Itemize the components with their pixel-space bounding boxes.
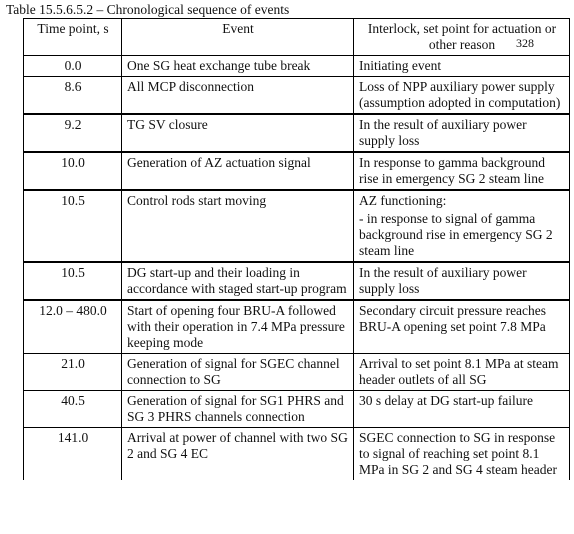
interlock-cell: SGEC connection to SG in response to signal of reaching set point 8.1 MPa in SG 2 and SG 4 steam header bbox=[354, 428, 570, 481]
time-cell: 141.0 bbox=[24, 428, 122, 481]
table-row bbox=[24, 300, 570, 354]
table-row bbox=[24, 190, 570, 262]
interlock-cell: Initiating event bbox=[354, 56, 570, 77]
time-cell: 40.5 bbox=[24, 391, 122, 428]
interlock-cell: In response to gamma background rise in emergency SG 2 steam line bbox=[354, 152, 570, 190]
table-row bbox=[24, 77, 570, 115]
table-row bbox=[24, 114, 570, 152]
table-row bbox=[24, 262, 570, 300]
time-cell: 10.0 bbox=[24, 152, 122, 190]
event-cell: One SG heat exchange tube break bbox=[122, 56, 354, 77]
table-row bbox=[24, 354, 570, 391]
interlock-cell: Arrival to set point 8.1 MPa at steam header outlets of all SG bbox=[354, 354, 570, 391]
event-cell: Generation of AZ actuation signal bbox=[122, 152, 354, 190]
event-cell: Arrival at power of channel with two SG 2 and SG 4 EC bbox=[122, 428, 354, 481]
time-cell: 21.0 bbox=[24, 354, 122, 391]
header-interlock: Interlock, set point for actuation or other reason bbox=[354, 19, 570, 56]
interlock-cell: Secondary circuit pressure reaches BRU-A opening set point 7.8 MPa bbox=[354, 300, 570, 354]
time-cell: 0.0 bbox=[24, 56, 122, 77]
interlock-paragraph: AZ functioning: bbox=[359, 193, 447, 208]
header-event: Event bbox=[122, 19, 354, 56]
table-caption: Table 15.5.6.5.2 – Chronological sequence of events bbox=[6, 2, 290, 17]
time-cell: 9.2 bbox=[24, 114, 122, 152]
interlock-cell: In the result of auxiliary power supply loss bbox=[354, 262, 570, 300]
event-cell: Generation of signal for SG1 PHRS and SG 3 PHRS channels connection bbox=[122, 391, 354, 428]
interlock-cell: Loss of NPP auxiliary power supply (assumption adopted in computation) bbox=[354, 77, 570, 115]
table-row bbox=[24, 391, 570, 428]
interlock-paragraph: - in response to signal of gamma background rise in emergency SG 2 steam line bbox=[359, 211, 553, 258]
time-cell: 10.5 bbox=[24, 190, 122, 262]
table-row bbox=[24, 152, 570, 190]
events-table bbox=[23, 18, 570, 480]
event-cell: Control rods start moving bbox=[122, 190, 354, 262]
time-cell: 12.0 – 480.0 bbox=[24, 300, 122, 354]
event-cell: TG SV closure bbox=[122, 114, 354, 152]
page-number: 328 bbox=[516, 36, 534, 50]
event-cell: DG start-up and their loading in accordance with staged start-up program bbox=[122, 262, 354, 300]
event-cell: Generation of signal for SGEC channel connection to SG bbox=[122, 354, 354, 391]
table-row bbox=[24, 428, 570, 481]
header-time: Time point, s bbox=[24, 19, 122, 56]
time-cell: 8.6 bbox=[24, 77, 122, 115]
event-cell: Start of opening four BRU-A followed with their operation in 7.4 MPa pressure keeping mode bbox=[122, 300, 354, 354]
interlock-cell bbox=[354, 190, 570, 262]
interlock-cell: 30 s delay at DG start-up failure bbox=[354, 391, 570, 428]
header-row bbox=[24, 19, 570, 56]
table-row bbox=[24, 56, 570, 77]
time-cell: 10.5 bbox=[24, 262, 122, 300]
interlock-cell: In the result of auxiliary power supply loss bbox=[354, 114, 570, 152]
event-cell: All MCP disconnection bbox=[122, 77, 354, 115]
